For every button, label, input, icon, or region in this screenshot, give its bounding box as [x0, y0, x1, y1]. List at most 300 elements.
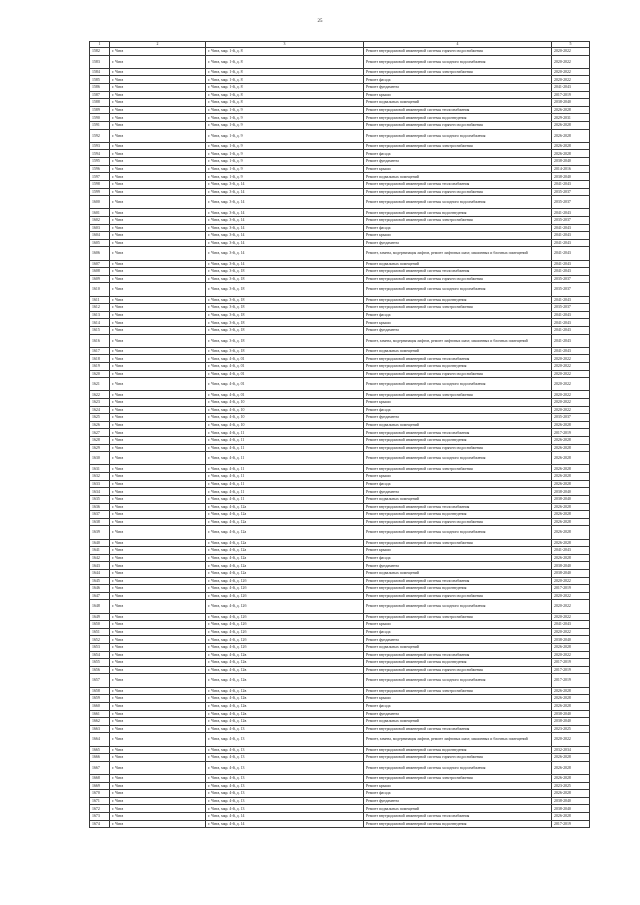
- row-number: 1654: [90, 651, 110, 659]
- row-number: 1598: [90, 180, 110, 188]
- work-type-cell: Ремонт внутридомовой инженерной системы теплоснабжения: [364, 577, 552, 585]
- row-number: 1610: [90, 283, 110, 296]
- row-number: 1645: [90, 577, 110, 585]
- address-cell: г. Чита, мкр. 3-й, д. 18: [206, 311, 364, 319]
- row-number: 1660: [90, 702, 110, 710]
- period-cell: 2035-2037: [552, 275, 590, 283]
- row-number: 1647: [90, 592, 110, 600]
- city-cell: г. Чита: [110, 695, 206, 703]
- period-cell: 2038-2040: [552, 797, 590, 805]
- work-type-cell: Ремонт фундамента: [364, 797, 552, 805]
- work-type-cell: Ремонт фундамента: [364, 414, 552, 422]
- row-number: 1588: [90, 99, 110, 107]
- work-type-cell: Ремонт фундамента: [364, 239, 552, 247]
- period-cell: 2038-2040: [552, 495, 590, 503]
- address-cell: г. Чита, мкр. 3-й, д. 14: [206, 209, 364, 217]
- period-cell: 2035-2037: [552, 414, 590, 422]
- city-cell: г. Чита: [110, 319, 206, 327]
- work-type-cell: Ремонт внутридомовой инженерной системы горячего водоснабжения: [364, 592, 552, 600]
- period-cell: 2020-2022: [552, 355, 590, 363]
- address-cell: г. Чита, мкр. 4-й, д. 12в: [206, 710, 364, 718]
- row-number: 1627: [90, 429, 110, 437]
- row-number: 1663: [90, 725, 110, 733]
- city-cell: г. Чита: [110, 636, 206, 644]
- city-cell: г. Чита: [110, 733, 206, 746]
- table-row: [90, 180, 590, 188]
- work-type-cell: Ремонт подвальных помещений: [364, 718, 552, 726]
- row-number: 1614: [90, 319, 110, 327]
- work-type-cell: Ремонт внутридомовой инженерной системы горячего водоснабжения: [364, 754, 552, 762]
- city-cell: г. Чита: [110, 311, 206, 319]
- table-row: [90, 452, 590, 465]
- address-cell: г. Чита, мкр. 3-й, д. 18: [206, 334, 364, 347]
- work-type-cell: Ремонт крыши: [364, 319, 552, 327]
- table-row: [90, 68, 590, 76]
- address-cell: г. Чита, мкр. 4-й, д. 11: [206, 429, 364, 437]
- period-cell: 2026-2028: [552, 554, 590, 562]
- address-cell: г. Чита, мкр. 4-й, д. 01: [206, 355, 364, 363]
- row-number: 1639: [90, 526, 110, 539]
- period-cell: 2026-2028: [552, 480, 590, 488]
- work-type-cell: Ремонт подвальных помещений: [364, 495, 552, 503]
- table-row: [90, 569, 590, 577]
- work-type-cell: Ремонт подвальных помещений: [364, 347, 552, 355]
- work-type-cell: Ремонт крыши: [364, 165, 552, 173]
- row-number: 1606: [90, 247, 110, 260]
- city-cell: г. Чита: [110, 518, 206, 526]
- table-row: [90, 247, 590, 260]
- row-number: 1651: [90, 628, 110, 636]
- table-row: [90, 391, 590, 399]
- period-cell: 2038-2040: [552, 488, 590, 496]
- period-cell: 2026-2028: [552, 774, 590, 782]
- city-cell: г. Чита: [110, 503, 206, 511]
- city-cell: г. Чита: [110, 247, 206, 260]
- city-cell: г. Чита: [110, 511, 206, 519]
- address-cell: г. Чита, мкр. 4-й, д. 11: [206, 473, 364, 481]
- address-cell: г. Чита, мкр. 3-й, д. 14: [206, 216, 364, 224]
- table-row: [90, 495, 590, 503]
- period-cell: 2014-2016: [552, 165, 590, 173]
- work-type-cell: Ремонт подвальных помещений: [364, 569, 552, 577]
- city-cell: г. Чита: [110, 621, 206, 629]
- period-cell: 2026-2028: [552, 687, 590, 695]
- row-number: 1618: [90, 355, 110, 363]
- work-type-cell: Ремонт внутридомовой инженерной системы холодного водоснабжения: [364, 55, 552, 68]
- period-cell: 2023-2025: [552, 725, 590, 733]
- work-type-cell: Ремонт внутридомовой инженерной системы теплоснабжения: [364, 651, 552, 659]
- address-cell: г. Чита, мкр. 4-й, д. 01: [206, 391, 364, 399]
- row-number: 1674: [90, 820, 110, 828]
- table-row: [90, 702, 590, 710]
- work-type-cell: Ремонт фасада: [364, 150, 552, 158]
- work-type-cell: Ремонт внутридомовой инженерной системы водоотведения: [364, 363, 552, 371]
- address-cell: г. Чита, мкр. 4-й, д. 11: [206, 488, 364, 496]
- period-cell: 2020-2022: [552, 406, 590, 414]
- table-row: [90, 311, 590, 319]
- address-cell: г. Чита, мкр. 4-й, д. 12в: [206, 695, 364, 703]
- work-type-cell: Ремонт крыши: [364, 232, 552, 240]
- city-cell: г. Чита: [110, 378, 206, 391]
- row-number: 1667: [90, 761, 110, 774]
- period-cell: 2041-2043: [552, 621, 590, 629]
- period-cell: 2029-2031: [552, 114, 590, 122]
- table-row: [90, 319, 590, 327]
- period-cell: 2026-2028: [552, 702, 590, 710]
- address-cell: г. Чита, мкр. 3-й, д. 18: [206, 275, 364, 283]
- table-row: [90, 114, 590, 122]
- work-type-cell: Ремонт внутридомовой инженерной системы холодного водоснабжения: [364, 378, 552, 391]
- period-cell: 2026-2028: [552, 790, 590, 798]
- period-cell: 2026-2028: [552, 421, 590, 429]
- address-cell: г. Чита, мкр. 4-й, д. 12б: [206, 613, 364, 621]
- row-number: 1611: [90, 296, 110, 304]
- work-type-cell: Ремонт фундамента: [364, 327, 552, 335]
- period-cell: 2026-2028: [552, 444, 590, 452]
- address-cell: г. Чита, мкр. 4-й, д. 12а: [206, 547, 364, 555]
- row-number: 1622: [90, 391, 110, 399]
- table-row: [90, 334, 590, 347]
- table-row: [90, 129, 590, 142]
- period-cell: 2020-2022: [552, 600, 590, 613]
- city-cell: г. Чита: [110, 275, 206, 283]
- period-cell: 2017-2019: [552, 659, 590, 667]
- table-row: [90, 577, 590, 585]
- work-type-cell: Ремонт фундамента: [364, 84, 552, 92]
- address-cell: г. Чита, мкр. 4-й, д. 12а: [206, 518, 364, 526]
- table-row: [90, 465, 590, 473]
- row-number: 1661: [90, 710, 110, 718]
- work-type-cell: Ремонт внутридомовой инженерной системы теплоснабжения: [364, 180, 552, 188]
- work-type-cell: Ремонт внутридомовой инженерной системы электроснабжения: [364, 304, 552, 312]
- address-cell: г. Чита, мкр. 4-й, д. 12б: [206, 600, 364, 613]
- city-cell: г. Чита: [110, 391, 206, 399]
- city-cell: г. Чита: [110, 114, 206, 122]
- period-cell: 2035-2037: [552, 304, 590, 312]
- address-cell: г. Чита, мкр. 3-й, д. 18: [206, 319, 364, 327]
- address-cell: г. Чита, мкр. 4-й, д. 10: [206, 399, 364, 407]
- table-row: [90, 406, 590, 414]
- row-number: 1600: [90, 196, 110, 209]
- address-cell: г. Чита, мкр. 3-й, д. 14: [206, 260, 364, 268]
- city-cell: г. Чита: [110, 702, 206, 710]
- city-cell: г. Чита: [110, 209, 206, 217]
- table-row: [90, 55, 590, 68]
- table-row: [90, 355, 590, 363]
- row-number: 1646: [90, 585, 110, 593]
- table-row: [90, 710, 590, 718]
- period-cell: 2017-2019: [552, 820, 590, 828]
- table-row: [90, 687, 590, 695]
- table-row: [90, 165, 590, 173]
- city-cell: г. Чита: [110, 444, 206, 452]
- row-number: 1664: [90, 733, 110, 746]
- city-cell: г. Чита: [110, 746, 206, 754]
- row-number: 1619: [90, 363, 110, 371]
- work-type-cell: Ремонт крыши: [364, 547, 552, 555]
- table-row: [90, 48, 590, 56]
- city-cell: г. Чита: [110, 820, 206, 828]
- address-cell: г. Чита, мкр. 1-й, д. 9: [206, 122, 364, 130]
- work-type-cell: Ремонт внутридомовой инженерной системы водоотведения: [364, 585, 552, 593]
- table-row: [90, 196, 590, 209]
- work-type-cell: Ремонт внутридомовой инженерной системы электроснабжения: [364, 613, 552, 621]
- work-type-cell: Ремонт внутридомовой инженерной системы горячего водоснабжения: [364, 444, 552, 452]
- city-cell: г. Чита: [110, 659, 206, 667]
- work-type-cell: Ремонт внутридомовой инженерной системы электроснабжения: [364, 687, 552, 695]
- row-number: 1586: [90, 84, 110, 92]
- table-row: [90, 812, 590, 820]
- table-row: [90, 746, 590, 754]
- address-cell: г. Чита, мкр. 4-й, д. 11: [206, 437, 364, 445]
- table-row: [90, 774, 590, 782]
- table-row: [90, 628, 590, 636]
- work-type-cell: Ремонт внутридомовой инженерной системы холодного водоснабжения: [364, 129, 552, 142]
- row-number: 1623: [90, 399, 110, 407]
- period-cell: 2017-2019: [552, 91, 590, 99]
- row-number: 1590: [90, 114, 110, 122]
- city-cell: г. Чита: [110, 370, 206, 378]
- city-cell: г. Чита: [110, 674, 206, 687]
- address-cell: г. Чита, мкр. 4-й, д. 11: [206, 444, 364, 452]
- address-cell: г. Чита, мкр. 1-й, д. 8: [206, 55, 364, 68]
- period-cell: 2020-2022: [552, 651, 590, 659]
- row-number: 1599: [90, 188, 110, 196]
- period-cell: 2041-2043: [552, 296, 590, 304]
- work-type-cell: Ремонт крыши: [364, 695, 552, 703]
- period-cell: 2026-2028: [552, 465, 590, 473]
- work-type-cell: Ремонт внутридомовой инженерной системы холодного водоснабжения: [364, 196, 552, 209]
- period-cell: 2038-2040: [552, 99, 590, 107]
- work-type-cell: Ремонт внутридомовой инженерной системы холодного водоснабжения: [364, 452, 552, 465]
- work-type-cell: Ремонт фундамента: [364, 488, 552, 496]
- city-cell: г. Чита: [110, 651, 206, 659]
- period-cell: 2038-2040: [552, 562, 590, 570]
- row-number: 1640: [90, 539, 110, 547]
- period-cell: 2026-2028: [552, 106, 590, 114]
- capital-repair-table: [89, 41, 590, 828]
- table-row: [90, 268, 590, 276]
- address-cell: г. Чита, мкр. 1-й, д. 9: [206, 158, 364, 166]
- address-cell: г. Чита, мкр. 4-й, д. 12а: [206, 511, 364, 519]
- address-cell: г. Чита, мкр. 4-й, д. 13: [206, 761, 364, 774]
- city-cell: г. Чита: [110, 283, 206, 296]
- table-row: [90, 820, 590, 828]
- address-cell: г. Чита, мкр. 1-й, д. 9: [206, 129, 364, 142]
- work-type-cell: Ремонт крыши: [364, 782, 552, 790]
- table-row: [90, 725, 590, 733]
- table-row: [90, 84, 590, 92]
- work-type-cell: Ремонт фасада: [364, 790, 552, 798]
- row-number: 1671: [90, 797, 110, 805]
- period-cell: 2035-2037: [552, 188, 590, 196]
- address-cell: г. Чита, мкр. 4-й, д. 10: [206, 406, 364, 414]
- address-cell: г. Чита, мкр. 4-й, д. 12а: [206, 503, 364, 511]
- city-cell: г. Чита: [110, 180, 206, 188]
- table-row: [90, 99, 590, 107]
- table-row: [90, 429, 590, 437]
- period-cell: 2020-2022: [552, 76, 590, 84]
- city-cell: г. Чита: [110, 334, 206, 347]
- table-row: [90, 636, 590, 644]
- work-type-cell: Ремонт внутридомовой инженерной системы горячего водоснабжения: [364, 518, 552, 526]
- table-row: [90, 91, 590, 99]
- address-cell: г. Чита, мкр. 4-й, д. 12в: [206, 718, 364, 726]
- row-number: 1656: [90, 666, 110, 674]
- work-type-cell: Ремонт внутридомовой инженерной системы водоотведения: [364, 209, 552, 217]
- table-row: [90, 260, 590, 268]
- period-cell: 2038-2040: [552, 718, 590, 726]
- city-cell: г. Чита: [110, 196, 206, 209]
- work-type-cell: Ремонт фасада: [364, 554, 552, 562]
- address-cell: г. Чита, мкр. 3-й, д. 14: [206, 196, 364, 209]
- table-row: [90, 666, 590, 674]
- table-row: [90, 421, 590, 429]
- row-number: 1625: [90, 414, 110, 422]
- row-number: 1589: [90, 106, 110, 114]
- city-cell: г. Чита: [110, 526, 206, 539]
- row-number: 1630: [90, 452, 110, 465]
- table-row: [90, 790, 590, 798]
- city-cell: г. Чита: [110, 547, 206, 555]
- address-cell: г. Чита, мкр. 4-й, д. 12а: [206, 526, 364, 539]
- city-cell: г. Чита: [110, 327, 206, 335]
- work-type-cell: Ремонт внутридомовой инженерной системы горячего водоснабжения: [364, 370, 552, 378]
- period-cell: 2017-2019: [552, 429, 590, 437]
- city-cell: г. Чита: [110, 600, 206, 613]
- city-cell: г. Чита: [110, 725, 206, 733]
- work-type-cell: Ремонт внутридомовой инженерной системы водоотведения: [364, 296, 552, 304]
- city-cell: г. Чита: [110, 644, 206, 652]
- row-number: 1669: [90, 782, 110, 790]
- period-cell: 2041-2043: [552, 311, 590, 319]
- address-cell: г. Чита, мкр. 4-й, д. 12б: [206, 644, 364, 652]
- city-cell: г. Чита: [110, 363, 206, 371]
- table-row: [90, 651, 590, 659]
- period-cell: 2038-2040: [552, 805, 590, 813]
- city-cell: г. Чита: [110, 421, 206, 429]
- address-cell: г. Чита, мкр. 3-й, д. 14: [206, 188, 364, 196]
- row-number: 1634: [90, 488, 110, 496]
- table-row: [90, 613, 590, 621]
- address-cell: г. Чита, мкр. 3-й, д. 14: [206, 180, 364, 188]
- address-cell: г. Чита, мкр. 4-й, д. 13: [206, 725, 364, 733]
- period-cell: 2026-2028: [552, 695, 590, 703]
- period-cell: 2026-2028: [552, 518, 590, 526]
- city-cell: г. Чита: [110, 84, 206, 92]
- table-row: [90, 370, 590, 378]
- period-cell: 2020-2022: [552, 363, 590, 371]
- address-cell: г. Чита, мкр. 3-й, д. 18: [206, 268, 364, 276]
- work-type-cell: Ремонт крыши: [364, 91, 552, 99]
- period-cell: 2020-2022: [552, 628, 590, 636]
- work-type-cell: Ремонт внутридомовой инженерной системы теплоснабжения: [364, 268, 552, 276]
- work-type-cell: Ремонт внутридомовой инженерной системы теплоснабжения: [364, 812, 552, 820]
- address-cell: г. Чита, мкр. 3-й, д. 18: [206, 327, 364, 335]
- work-type-cell: Ремонт внутридомовой инженерной системы теплоснабжения: [364, 725, 552, 733]
- period-cell: 2023-2025: [552, 782, 590, 790]
- address-cell: г. Чита, мкр. 3-й, д. 14: [206, 232, 364, 240]
- work-type-cell: Ремонт внутридомовой инженерной системы горячего водоснабжения: [364, 666, 552, 674]
- city-cell: г. Чита: [110, 355, 206, 363]
- work-type-cell: Ремонт внутридомовой инженерной системы холодного водоснабжения: [364, 761, 552, 774]
- table-row: [90, 592, 590, 600]
- city-cell: г. Чита: [110, 754, 206, 762]
- table-row: [90, 511, 590, 519]
- address-cell: г. Чита, мкр. 4-й, д. 12б: [206, 585, 364, 593]
- city-cell: г. Чита: [110, 613, 206, 621]
- address-cell: г. Чита, мкр. 4-й, д. 13: [206, 782, 364, 790]
- work-type-cell: Ремонт фасада: [364, 224, 552, 232]
- table-row: [90, 526, 590, 539]
- city-cell: г. Чита: [110, 122, 206, 130]
- address-cell: г. Чита, мкр. 4-й, д. 13: [206, 733, 364, 746]
- address-cell: г. Чита, мкр. 4-й, д. 13: [206, 797, 364, 805]
- row-number: 1591: [90, 122, 110, 130]
- row-number: 1668: [90, 774, 110, 782]
- city-cell: г. Чита: [110, 452, 206, 465]
- period-cell: 2026-2028: [552, 511, 590, 519]
- table-row: [90, 275, 590, 283]
- table-row: [90, 480, 590, 488]
- row-number: 1615: [90, 327, 110, 335]
- city-cell: г. Чита: [110, 562, 206, 570]
- address-cell: г. Чита, мкр. 4-й, д. 12б: [206, 628, 364, 636]
- address-cell: г. Чита, мкр. 4-й, д. 13: [206, 746, 364, 754]
- address-cell: г. Чита, мкр. 1-й, д. 9: [206, 106, 364, 114]
- address-cell: г. Чита, мкр. 1-й, д. 8: [206, 91, 364, 99]
- row-number: 1607: [90, 260, 110, 268]
- work-type-cell: Ремонт фасада: [364, 628, 552, 636]
- table-row: [90, 805, 590, 813]
- period-cell: 2026-2028: [552, 142, 590, 150]
- table-row: [90, 437, 590, 445]
- city-cell: г. Чита: [110, 188, 206, 196]
- city-cell: г. Чита: [110, 268, 206, 276]
- address-cell: г. Чита, мкр. 4-й, д. 12б: [206, 636, 364, 644]
- work-type-cell: Ремонт внутридомовой инженерной системы холодного водоснабжения: [364, 526, 552, 539]
- city-cell: г. Чита: [110, 797, 206, 805]
- row-number: 1585: [90, 76, 110, 84]
- city-cell: г. Чита: [110, 687, 206, 695]
- row-number: 1628: [90, 437, 110, 445]
- city-cell: г. Чита: [110, 150, 206, 158]
- table-row: [90, 414, 590, 422]
- city-cell: г. Чита: [110, 304, 206, 312]
- period-cell: 2041-2043: [552, 247, 590, 260]
- row-number: 1642: [90, 554, 110, 562]
- city-cell: г. Чита: [110, 216, 206, 224]
- table-row: [90, 473, 590, 481]
- table-row: [90, 444, 590, 452]
- city-cell: г. Чита: [110, 99, 206, 107]
- table-row: [90, 232, 590, 240]
- work-type-cell: Ремонт внутридомовой инженерной системы теплоснабжения: [364, 106, 552, 114]
- period-cell: 2020-2022: [552, 733, 590, 746]
- city-cell: г. Чита: [110, 68, 206, 76]
- row-number: 1609: [90, 275, 110, 283]
- city-cell: г. Чита: [110, 173, 206, 181]
- city-cell: г. Чита: [110, 76, 206, 84]
- row-number: 1620: [90, 370, 110, 378]
- city-cell: г. Чита: [110, 761, 206, 774]
- row-number: 1643: [90, 562, 110, 570]
- period-cell: 2020-2022: [552, 48, 590, 56]
- city-cell: г. Чита: [110, 577, 206, 585]
- work-type-cell: Ремонт подвальных помещений: [364, 260, 552, 268]
- table-row: [90, 209, 590, 217]
- table-row: [90, 304, 590, 312]
